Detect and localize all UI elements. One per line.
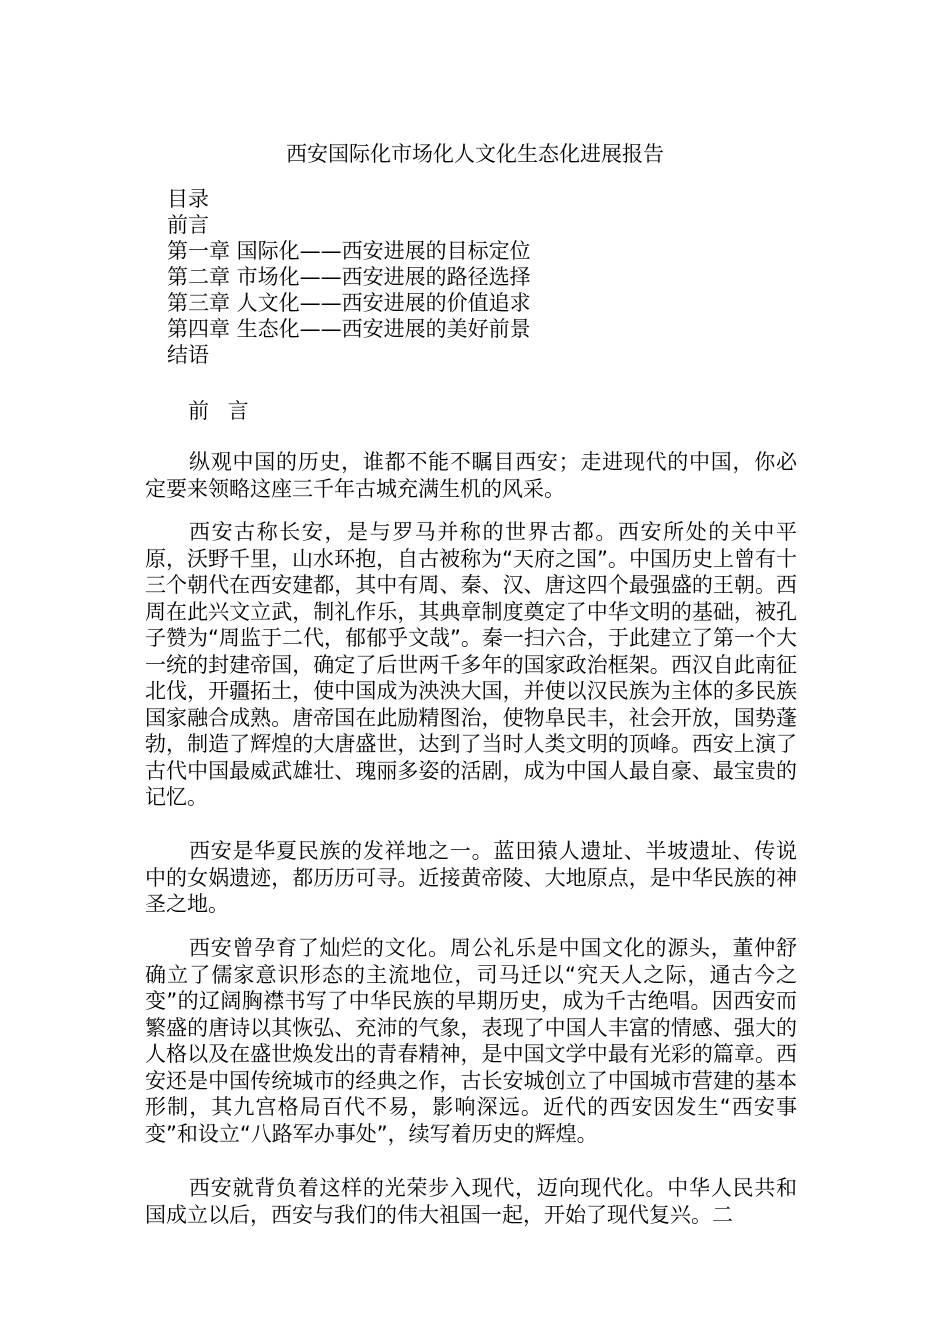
body-paragraph: 纵观中国的历史，谁都不能不瞩目西安；走进现代的中国，你必定要来领略这座三千年古城充满生机的风采。 <box>145 450 797 501</box>
toc-item-contents: 目录 <box>167 187 209 211</box>
toc-item-chapter-4: 第四章 生态化——西安进展的美好前景 <box>167 317 531 341</box>
toc-item-chapter-2: 第二章 市场化——西安进展的路径选择 <box>167 265 531 289</box>
toc-item-chapter-3: 第三章 人文化——西安进展的价值追求 <box>167 291 531 315</box>
body-paragraph: 西安曾孕育了灿烂的文化。周公礼乐是中国文化的源头，董仲舒确立了儒家意识形态的主流地位，司马迁以“究天人之际，通古今之变”的辽阔胸襟书写了中华民族的早期历史，成为千古绝唱。因西安而繁盛的唐诗以其恢弘、充沛的气象，表现了中国人丰富的情感、强大的人格以及在盛世焕发出的青春精神，是中国文学中最有光彩的篇章。西安还是中国传统城市的经典之作，古长安城创立了中国城市营建的基本形制，其九宫格局百代不易，影响深远。近代的西安因发生“西安事变”和设立“八路军办事处”，续写着历史的辉煌。 <box>145 936 797 1146</box>
toc-item-preface: 前言 <box>167 213 209 237</box>
preface-heading: 前 言 <box>188 399 255 423</box>
body-paragraph: 西安古称长安，是与罗马并称的世界古都。西安所处的关中平原，沃野千里，山水环抱，自古被称为“天府之国”。中国历史上曾有十三个朝代在西安建都，其中有周、秦、汉、唐这四个最强盛的王朝。西周在此兴文立武，制礼作乐，其典章制度奠定了中华文明的基础，被孔子赞为“周监于二代，郁郁乎文哉”。秦一扫六合，于此建立了第一个大一统的封建帝国，确定了后世两千多年的国家政治框架。西汉自此南征北伐，开疆拓土，使中国成为泱泱大国，并使以汉民族为主体的多民族国家融合成熟。唐帝国在此励精图治，使物阜民丰，社会开放，国势蓬勃，制造了辉煌的大唐盛世，达到了当时人类文明的顶峰。西安上演了古代中国最威武雄壮、瑰丽多姿的活剧，成为中国人最自豪、最宝贵的记忆。 <box>145 520 797 809</box>
body-paragraph: 西安是华夏民族的发祥地之一。蓝田猿人遗址、半坡遗址、传说中的女娲遗迹，都历历可寻。近接黄帝陵、大地原点，是中华民族的神圣之地。 <box>145 839 797 916</box>
toc-item-conclusion: 结语 <box>167 343 209 367</box>
table-of-contents <box>167 186 807 368</box>
body-paragraph: 西安就背负着这样的光荣步入现代，迈向现代化。中华人民共和国成立以后，西安与我们的伟大祖国一起，开始了现代复兴。二 <box>145 1176 797 1227</box>
document-title: 西安国际化市场化人文化生态化进展报告 <box>286 142 664 166</box>
toc-item-chapter-1: 第一章 国际化——西安进展的目标定位 <box>167 239 531 263</box>
